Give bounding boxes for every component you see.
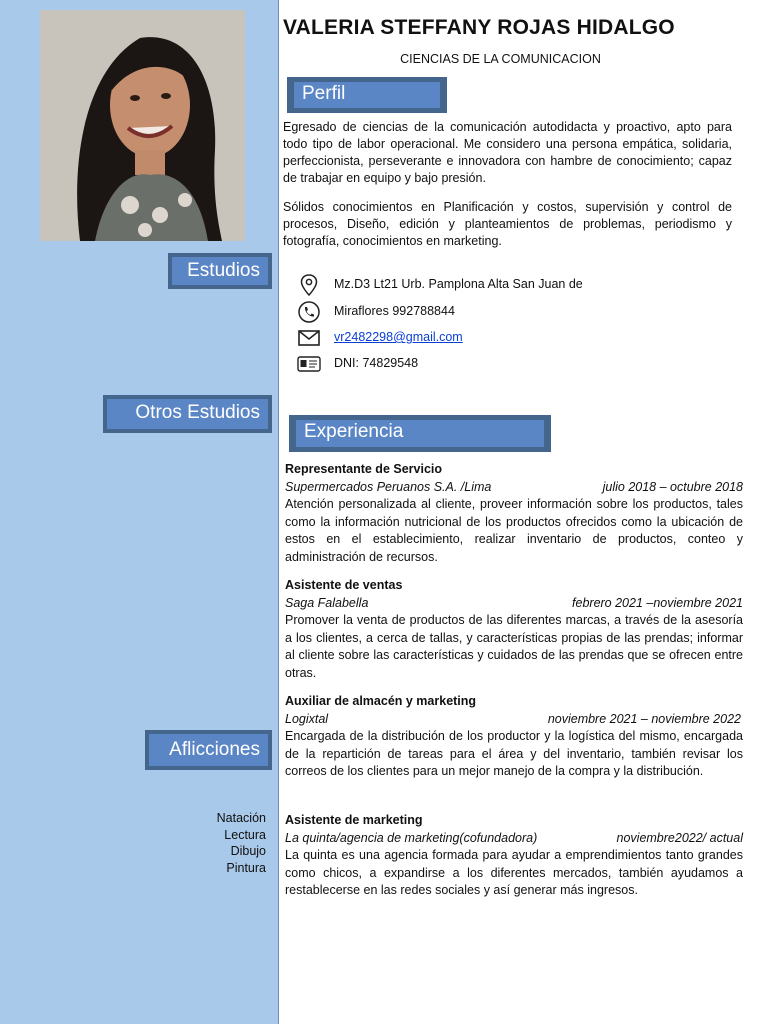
contact-phone: Miraflores 992788844 <box>296 301 736 323</box>
job-dates: febrero 2021 –noviembre 2021 <box>572 595 743 610</box>
sidebar <box>0 0 279 1024</box>
job-description: La quinta es una agencia formada para ayudar a emprendimientos tanto grandes como chicos, a expandirse a los diferentes mercados, también ayudamos a restablecerse en las redes sociales y así generar más ingresos. <box>285 848 743 897</box>
job-role: Auxiliar de almacén y marketing <box>285 694 477 708</box>
hobby-item: Lectura <box>224 827 266 842</box>
contact-address: Mz.D3 Lt21 Urb. Pamplona Alta San Juan de <box>296 274 736 296</box>
estudios-heading: Estudios <box>168 253 272 289</box>
contact-dni: DNI: 74829548 <box>296 353 736 375</box>
job-entry <box>285 461 743 566</box>
job-dates: noviembre 2021 – noviembre 2022 <box>547 711 741 726</box>
job-entry <box>285 693 743 781</box>
job-role: Asistente de marketing <box>285 813 423 827</box>
job-company: Supermercados Peruanos S.A. /Lima <box>285 479 492 494</box>
otros-estudios-heading: Otros Estudios <box>103 395 272 433</box>
job-role: Representante de Servicio <box>285 462 443 476</box>
job-company-line <box>285 830 743 848</box>
hobby-item: Dibujo <box>230 844 266 858</box>
candidate-profession: CIENCIAS DE LA COMUNICACION <box>400 52 601 66</box>
hobby-item: Pintura <box>226 860 266 875</box>
job-dates: julio 2018 – octubre 2018 <box>602 479 743 494</box>
email-link[interactable]: vr2482298@gmail.com <box>334 330 463 344</box>
job-entry <box>285 812 743 900</box>
perfil-paragraph-2: Sólidos conocimientos en Planificación y costos, supervisión y control de procesos, Diseño, edición y planteamientos de problemas, periodismo y fotografía, conocimientos en marketing. <box>283 200 732 248</box>
candidate-name: VALERIA STEFFANY ROJAS HIDALGO <box>283 16 675 39</box>
hobby-item: Natación <box>216 811 266 825</box>
experiencia-heading: Experiencia <box>289 415 551 452</box>
aficiones-heading: Aflicciones <box>145 730 272 770</box>
job-role: Asistente de ventas <box>285 578 403 592</box>
perfil-paragraph-1: Egresado de ciencias de la comunicación autodidacta y proactivo, apto para todo tipo de labor operacional. Me considero una persona empática, solidaria, perfeccionista, perseverante e innovadora con hambre de conocimiento; capaz de trabajar en equipo y bajo presión. <box>283 120 732 185</box>
job-company-line <box>285 711 743 729</box>
id-card-icon <box>296 353 322 375</box>
job-description: Promover la venta de productos de las diferentes marcas, a través de la asesoría a los clientes, a cerca de tallas, y características propias de las prendas; informar al cliente sobre las características y cuidados de las prendas que se ofrecen entre otras. <box>285 613 743 680</box>
location-pin-icon <box>296 274 322 296</box>
contact-email <box>296 327 736 349</box>
job-description: Encargada de la distribución de los productor y la logística del mismo, encargada de la repartición de tareas para el área y del inventario, también revisar los correos de los clientes para un mejor manejo de la compra y la distribución. <box>285 729 743 778</box>
job-entry <box>285 577 743 682</box>
job-company: Saga Falabella <box>285 595 369 610</box>
job-company: La quinta/agencia de marketing(cofundadora) <box>285 830 538 845</box>
profile-photo <box>40 10 245 241</box>
job-company: Logixtal <box>285 711 329 726</box>
aficiones-list <box>200 810 266 876</box>
job-company-line <box>285 595 743 613</box>
job-company-line <box>285 479 743 497</box>
envelope-icon <box>296 327 322 349</box>
perfil-heading: Perfil <box>287 77 447 113</box>
job-dates: noviembre2022/ actual <box>616 830 743 845</box>
job-description: Atención personalizada al cliente, proveer información sobre los productos, tales como la información nutricional de los productos ofrecidos como la ubicación de estos en el establecimiento, realizar inventario de productos, conteo y administración de recursos. <box>285 497 743 564</box>
phone-icon <box>296 301 322 323</box>
